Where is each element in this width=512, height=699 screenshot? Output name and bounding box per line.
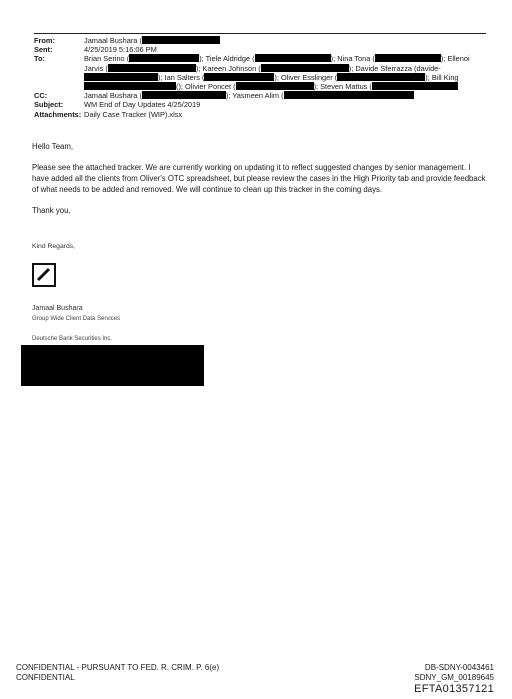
redaction-bar — [261, 64, 349, 72]
redaction-bar — [375, 54, 441, 62]
to-recipient: ); Kareen Johnson ( — [195, 63, 261, 73]
greeting: Hello Team, — [32, 142, 74, 151]
attachments-row — [34, 110, 486, 119]
attachments-label: Attachments: — [34, 109, 82, 119]
footer-confidential: CONFIDENTIAL — [16, 673, 75, 682]
subject-value: WM End of Day Updates 4/25/2019 — [84, 100, 201, 110]
cc-recipient: ); Yasmeen Alim ( — [225, 91, 284, 101]
redaction-bar — [84, 73, 158, 81]
bates-number: DB-SDNY-0043461 — [424, 663, 494, 672]
sent-value: 4/25/2019 5:16:06 PM — [84, 45, 157, 55]
redaction-bar — [204, 73, 274, 81]
subject-row — [34, 100, 486, 109]
from-name: Jamaal Bushara ( — [84, 36, 142, 45]
to-recipient: ); Bill King — [425, 72, 459, 82]
signature-company: Deutsche Bank Securities Inc. — [32, 336, 113, 342]
to-recipient: ); Nina Tona ( — [330, 54, 375, 64]
email-header — [34, 36, 486, 119]
redaction-bar — [84, 82, 179, 92]
to-recipient: ); Davide Sferrazza (davide- — [348, 63, 441, 73]
redaction-bar — [337, 73, 425, 81]
to-recipient: ); Ian Salters ( — [158, 72, 205, 82]
to-label: To: — [34, 54, 45, 64]
sent-label: Sent: — [34, 45, 53, 55]
header-rule — [34, 33, 486, 34]
from-row — [34, 36, 486, 45]
sent-row — [34, 45, 486, 54]
to-recipient: ); Tiele Aldridge ( — [199, 54, 255, 64]
bates-number: EFTA01357121 — [414, 683, 494, 695]
subject-label: Subject: — [34, 100, 64, 110]
redaction-bar — [236, 82, 314, 90]
cc-row — [34, 91, 486, 100]
thanks-line: Thank you, — [32, 206, 71, 215]
attachment-filename: Daily Case Tracker (WIP).xlsx — [84, 109, 183, 119]
redaction-bar — [255, 54, 331, 62]
redaction-block — [21, 345, 204, 386]
to-row — [34, 54, 486, 91]
bates-number: SDNY_GM_00189645 — [414, 673, 494, 682]
body-paragraph: Please see the attached tracker. We are currently working on updating it to reflect suggested changes by senior management. I have added all the clients from Oliver's OTC spreadsheet, but please review the cases in the High Priority tab and provide feedback of what needs to be added and removed. We will continue to clean up this tracker in the coming days. — [32, 163, 486, 194]
deutsche-bank-logo-icon — [32, 263, 56, 287]
to-recipient: ( — [176, 82, 179, 92]
cc-recipient: Jamaal Bushara ( — [84, 91, 142, 101]
footer-confidential-notice: CONFIDENTIAL - PURSUANT TO FED. R. CRIM. P. 6(e) — [16, 663, 220, 672]
redaction-bar — [129, 54, 199, 62]
redaction-bar — [142, 91, 226, 99]
redaction-bar — [284, 91, 414, 99]
redaction-bar — [108, 64, 196, 72]
signature-department: Group Wide Client Data Services — [32, 316, 121, 322]
to-recipient: ); Olivier Poncet ( — [178, 82, 236, 92]
signature-name: Jamaal Bushara — [32, 305, 83, 312]
closing: Kind Regards, — [32, 243, 76, 250]
from-label: From: — [34, 36, 55, 45]
cc-label: CC: — [34, 91, 48, 101]
to-recipient: Jarvis ( — [84, 63, 108, 73]
redaction-bar — [142, 36, 220, 44]
to-recipient: ); Ellenoi — [440, 54, 470, 64]
email-body — [32, 141, 487, 226]
to-recipient: ); Steven Mattus ( — [313, 82, 372, 92]
to-recipient: Brian Serino ( — [84, 54, 130, 64]
redaction-bar — [372, 82, 458, 90]
to-recipient: ); Oliver Esslinger ( — [274, 72, 338, 82]
